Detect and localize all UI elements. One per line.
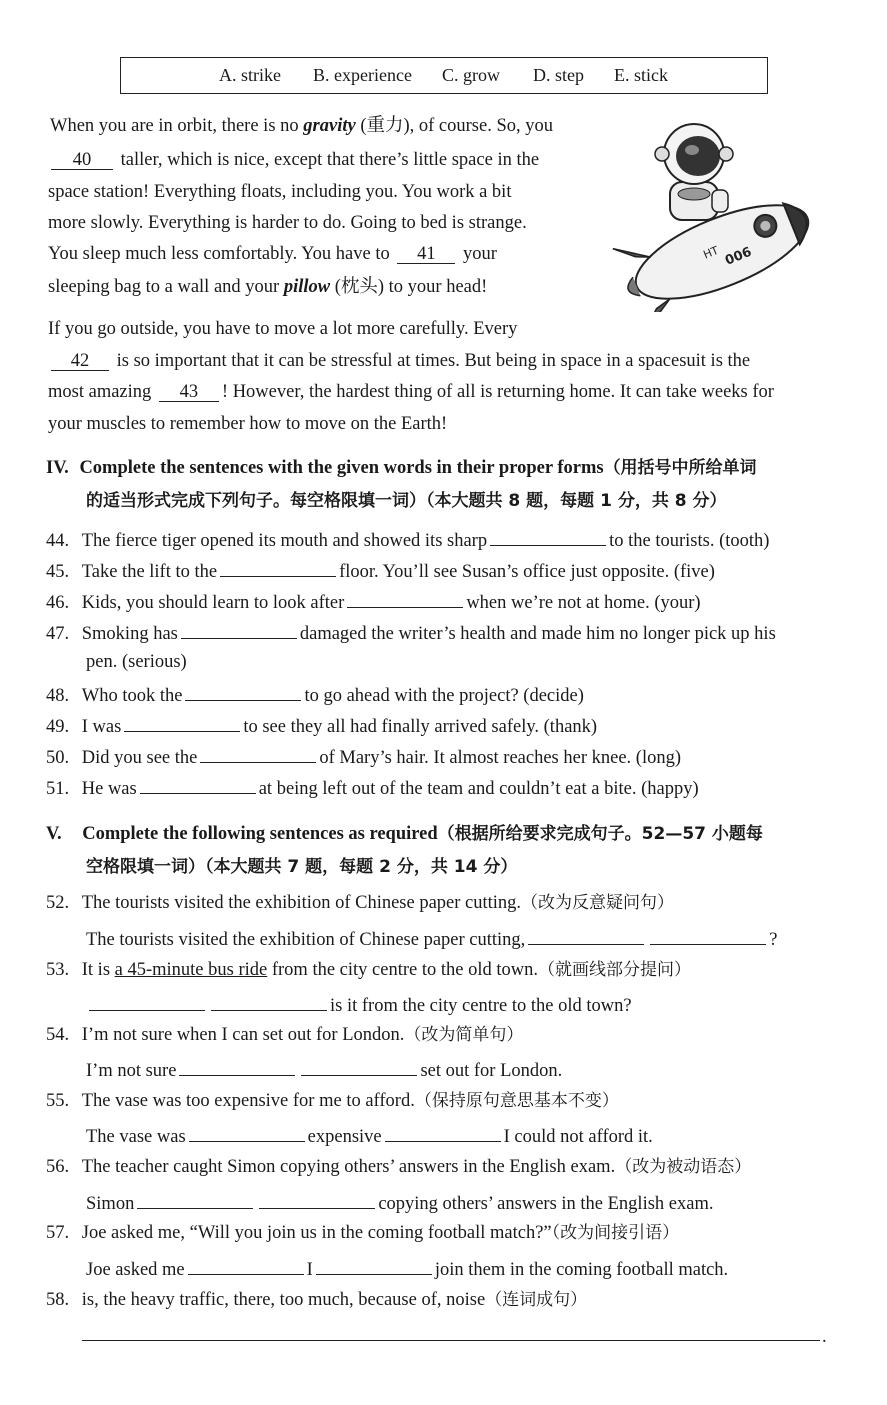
question-55: 55. The vase was too expensive for me to afford.（保持原句意思基本不变） — [46, 1091, 619, 1111]
option-a: A. strike — [219, 65, 281, 85]
answer-blank-50[interactable] — [200, 744, 316, 763]
answer-blank-47[interactable] — [181, 620, 297, 639]
passage-line-4: more slowly. Everything is harder to do. Going to bed is strange. — [48, 213, 527, 233]
blank-40[interactable]: 40 — [51, 151, 113, 170]
answer-blank-49[interactable] — [124, 713, 240, 732]
option-e: E. stick — [614, 65, 668, 85]
question-57-answer: Joe asked me I join them in the coming football match. — [86, 1256, 728, 1281]
question-52-answer: The tourists visited the exhibition of Chinese paper cutting, ? — [86, 926, 778, 951]
question-54: 54. I’m not sure when I can set out for London.（改为简单句） — [46, 1025, 524, 1045]
passage-line-7: If you go outside, you have to move a lot more carefully. Every — [48, 319, 518, 339]
option-b: B. experience — [313, 65, 412, 85]
question-47: 47. Smoking has damaged the writer’s health and made him no longer pick up his — [46, 620, 776, 645]
question-54-answer: I’m not sure set out for London. — [86, 1057, 562, 1082]
blank-41[interactable]: 41 — [397, 245, 455, 264]
section-5-heading: V. Complete the following sentences as required（根据所给要求完成句子。52—57 小题每 — [46, 824, 763, 844]
question-58: 58. is, the heavy traffic, there, too much, because of, noise（连词成句） — [46, 1290, 588, 1310]
question-53-answer: is it from the city centre to the old town? — [86, 992, 632, 1017]
answer-blank-52a[interactable] — [528, 926, 644, 945]
passage-line-2: 40 taller, which is nice, except that there’s little space in the — [48, 149, 539, 171]
passage-line-5: You sleep much less comfortably. You have to 41 your — [48, 244, 497, 264]
section-4-heading: IV. Complete the sentences with the given words in their proper forms（用括号中所给单词 — [46, 458, 757, 478]
answer-blank-54a[interactable] — [179, 1057, 295, 1076]
section-4-instructions: 的适当形式完成下列句子。每空格限填一词）（本大题共 8 题，每题 1 分，共 8 分） — [86, 491, 727, 511]
question-53: 53. It is a 45-minute bus ride from the city centre to the old town.（就画线部分提问） — [46, 960, 691, 980]
answer-blank-52b[interactable] — [650, 926, 766, 945]
answer-blank-56b[interactable] — [259, 1190, 375, 1209]
answer-blank-53a[interactable] — [89, 992, 205, 1011]
question-52: 52. The tourists visited the exhibition of Chinese paper cutting.（改为反意疑问句） — [46, 893, 675, 913]
passage-line-1: When you are in orbit, there is no gravity (重力), of course. So, you — [50, 116, 553, 136]
question-47-cont: pen. (serious) — [86, 652, 187, 672]
option-c: C. grow — [442, 65, 500, 85]
question-50: 50. Did you see the of Mary’s hair. It almost reaches her knee. (long) — [46, 744, 681, 769]
option-d: D. step — [533, 65, 584, 85]
answer-blank-55a[interactable] — [189, 1123, 305, 1142]
answer-blank-57b[interactable] — [316, 1256, 432, 1275]
astronaut-rocket-illustration — [612, 112, 827, 312]
answer-blank-53b[interactable] — [211, 992, 327, 1011]
question-56: 56. The teacher caught Simon copying others’ answers in the English exam.（改为被动语态） — [46, 1157, 752, 1177]
question-44: 44. The fierce tiger opened its mouth and showed its sharp to the tourists. (tooth) — [46, 527, 769, 552]
question-46: 46. Kids, you should learn to look after when we’re not at home. (your) — [46, 589, 701, 614]
answer-blank-54b[interactable] — [301, 1057, 417, 1076]
passage-line-6: sleeping bag to a wall and your pillow (枕头) to your head! — [48, 277, 488, 297]
answer-blank-51[interactable] — [140, 775, 256, 794]
answer-blank-56a[interactable] — [137, 1190, 253, 1209]
passage-line-8: 42 is so important that it can be stressful at times. But being in space in a spacesuit is the — [48, 350, 750, 372]
passage-line-9: most amazing 43 ! However, the hardest thing of all is returning home. It can take weeks for — [48, 382, 774, 402]
question-45: 45. Take the lift to the floor. You’ll see Susan’s office just opposite. (five) — [46, 558, 715, 583]
answer-line-58[interactable] — [82, 1340, 820, 1341]
answer-blank-46[interactable] — [347, 589, 463, 608]
answer-blank-55b[interactable] — [385, 1123, 501, 1142]
answer-line-58-period: . — [822, 1327, 827, 1347]
question-48: 48. Who took the to go ahead with the project? (decide) — [46, 682, 584, 707]
question-51: 51. He was at being left out of the team and couldn’t eat a bite. (happy) — [46, 775, 699, 800]
answer-blank-57a[interactable] — [188, 1256, 304, 1275]
rocket-label-006: 006 — [723, 244, 754, 269]
blank-42[interactable]: 42 — [51, 352, 109, 371]
blank-43[interactable]: 43 — [159, 383, 219, 402]
answer-blank-48[interactable] — [185, 682, 301, 701]
question-57: 57. Joe asked me, “Will you join us in the coming football match?”（改为间接引语） — [46, 1223, 680, 1243]
passage-line-3: space station! Everything floats, including you. You work a bit — [48, 182, 512, 202]
section-5-instructions: 空格限填一词）（本大题共 7 题，每题 2 分，共 14 分） — [86, 857, 518, 877]
question-55-answer: The vase was expensive I could not afford it. — [86, 1123, 653, 1148]
rocket-label-ht: HT — [701, 243, 721, 262]
passage-line-10: your muscles to remember how to move on the Earth! — [48, 414, 448, 434]
answer-blank-44[interactable] — [490, 527, 606, 546]
question-56-answer: Simon copying others’ answers in the English exam. — [86, 1190, 713, 1215]
question-49: 49. I was to see they all had finally arrived safely. (thank) — [46, 713, 597, 738]
word-choice-box — [120, 57, 768, 94]
answer-blank-45[interactable] — [220, 558, 336, 577]
